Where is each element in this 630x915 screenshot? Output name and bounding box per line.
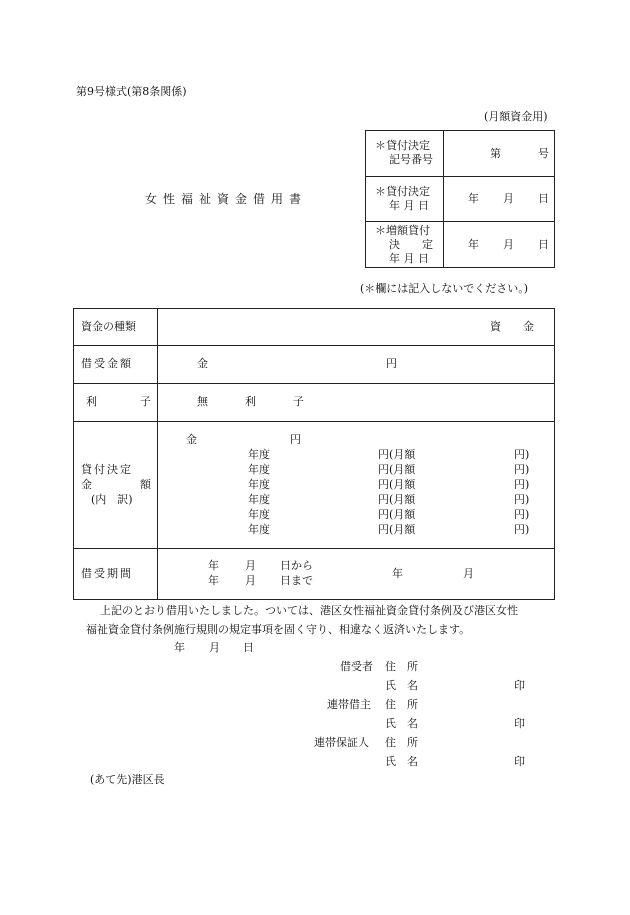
borrower-seal: 印: [514, 679, 525, 692]
statement-line2: 福祉資金貸付条例施行規則の規定事項を固く守り、相違なく返済いたします。: [86, 623, 471, 636]
period-from-year: 年: [208, 559, 219, 572]
office-row1-label2: 記号番号: [389, 153, 433, 166]
breakdown-year: 年度: [248, 493, 270, 506]
statement-line1: 上記のとおり借用いたしました。ついては、港区女性福祉資金貸付条例及び港区女性: [100, 604, 518, 617]
table-row-line: [73, 383, 555, 384]
breakdown-year: 年度: [248, 463, 270, 476]
breakdown-monthly: 円(月額: [378, 463, 416, 476]
fund-type-label: 資金の種類: [81, 320, 136, 333]
breakdown-close: 円): [514, 523, 530, 536]
decision-label-line3: (内 訳): [91, 493, 133, 506]
office-row1-value-a: 第: [490, 147, 501, 160]
breakdown-year: 年度: [248, 508, 270, 521]
breakdown-close: 円): [514, 478, 530, 491]
loan-amount-unit: 円: [386, 357, 397, 370]
joint-borrower-seal: 印: [514, 717, 525, 730]
office-row3-label3: 年 月 日: [389, 252, 429, 265]
period-to-month: 月: [245, 574, 256, 587]
period-to-year: 年: [208, 574, 219, 587]
breakdown-monthly: 円(月額: [378, 508, 416, 521]
breakdown-close: 円): [514, 463, 530, 476]
table-row-line: [73, 548, 555, 549]
loan-amount-label: 借受金額: [81, 357, 133, 370]
table-row-line: [73, 421, 555, 422]
borrower-address-label: 住 所: [385, 660, 418, 673]
period-span-month: 月: [463, 567, 474, 580]
addressee: (あて先)港区長: [90, 773, 165, 786]
office-row2-label1: ＊貸付決定: [375, 185, 430, 198]
interest-label-a: 利: [86, 395, 97, 408]
signing-date-day: 日: [243, 641, 254, 654]
office-row3-month: 月: [503, 238, 514, 251]
office-row3-year: 年: [468, 238, 479, 251]
office-row1-value-b: 号: [538, 147, 549, 160]
interest-value-c: 子: [293, 395, 304, 408]
breakdown-close: 円): [514, 448, 530, 461]
breakdown-monthly: 円(月額: [378, 478, 416, 491]
loan-details-table: [73, 308, 555, 600]
table-column-divider: [157, 308, 158, 600]
period-from-day: 日から: [280, 559, 313, 572]
office-row2-label2: 年 月 日: [389, 199, 429, 212]
joint-borrower-role: 連帯借主: [327, 698, 371, 711]
period-to-day: 日まで: [280, 574, 313, 587]
office-use-note: (＊欄には記入しないでください。): [360, 282, 529, 295]
guarantor-name-label: 氏 名: [385, 755, 418, 768]
breakdown-year: 年度: [248, 523, 270, 536]
office-row1-label1: ＊貸付決定: [375, 139, 430, 152]
guarantor-seal: 印: [514, 755, 525, 768]
borrower-role: 借受者: [340, 660, 373, 673]
decision-total-prefix: 金: [186, 433, 197, 446]
office-box-divider: [443, 130, 444, 268]
breakdown-monthly: 円(月額: [378, 448, 416, 461]
decision-total-unit: 円: [290, 433, 301, 446]
period-span-year: 年: [392, 567, 403, 580]
guarantor-role: 連帯保証人: [314, 736, 369, 749]
borrower-name-label: 氏 名: [385, 679, 418, 692]
office-box-row-line: [365, 221, 555, 222]
interest-label-b: 子: [140, 395, 151, 408]
office-row2-month: 月: [503, 192, 514, 205]
interest-value-a: 無: [197, 395, 208, 408]
office-box-row-line: [365, 176, 555, 177]
decision-label-line1: 貸付決定: [81, 463, 133, 476]
fund-type-suffix: 資 金: [490, 320, 534, 333]
signing-date-month: 月: [209, 641, 220, 654]
office-row2-day: 日: [538, 192, 549, 205]
signing-date-year: 年: [174, 641, 185, 654]
form-id: 第9号様式(第8条関係): [76, 85, 187, 98]
breakdown-year: 年度: [248, 478, 270, 491]
breakdown-close: 円): [514, 493, 530, 506]
breakdown-year: 年度: [248, 448, 270, 461]
breakdown-monthly: 円(月額: [378, 523, 416, 536]
loan-amount-prefix: 金: [197, 357, 208, 370]
office-row3-label1: ＊増額貸付: [375, 224, 430, 237]
breakdown-close: 円): [514, 508, 530, 521]
guarantor-address-label: 住 所: [385, 736, 418, 749]
loan-period-label: 借受期間: [81, 567, 133, 580]
breakdown-monthly: 円(月額: [378, 493, 416, 506]
joint-borrower-name-label: 氏 名: [385, 717, 418, 730]
decision-label-line2a: 金: [81, 478, 92, 491]
document-title: 女性福祉資金借用書: [145, 192, 308, 206]
period-from-month: 月: [245, 559, 256, 572]
usage-note: (月額資金用): [484, 110, 548, 123]
office-row3-day: 日: [538, 238, 549, 251]
office-row2-year: 年: [468, 192, 479, 205]
decision-label-line2b: 額: [140, 478, 151, 491]
table-row-line: [73, 345, 555, 346]
office-row3-label2: 決 定: [389, 238, 433, 251]
joint-borrower-address-label: 住 所: [385, 698, 418, 711]
interest-value-b: 利: [245, 395, 256, 408]
